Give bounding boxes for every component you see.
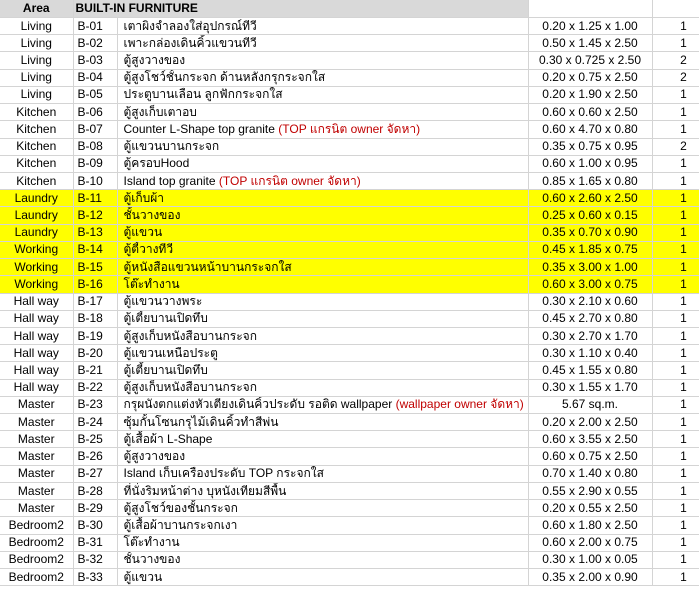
area-cell[interactable]: Working (0, 259, 73, 276)
quantity-cell[interactable]: 1 (652, 172, 699, 189)
code-cell[interactable]: B-30 (73, 517, 117, 534)
description-cell[interactable] (117, 224, 528, 241)
area-cell[interactable]: Master (0, 448, 73, 465)
dimension-cell[interactable]: 0.35 x 3.00 x 1.00 (528, 259, 652, 276)
table-row (0, 379, 699, 396)
dimension-cell[interactable]: 0.20 x 0.55 x 2.50 (528, 500, 652, 517)
description-text: ตู้เก็บผ้า (123, 190, 165, 205)
table-row (0, 551, 699, 568)
header-qty-cell[interactable] (652, 0, 699, 18)
area-cell[interactable]: Hall way (0, 293, 73, 310)
table-row (0, 310, 699, 327)
quantity-cell[interactable]: 1 (652, 293, 699, 310)
quantity-cell[interactable]: 1 (652, 551, 699, 568)
code-cell[interactable]: B-11 (73, 190, 117, 207)
dimension-cell[interactable]: 0.30 x 1.00 x 0.05 (528, 551, 652, 568)
area-cell[interactable]: Bedroom2 (0, 551, 73, 568)
table-row (0, 18, 699, 35)
table-row (0, 431, 699, 448)
quantity-cell[interactable]: 1 (652, 448, 699, 465)
area-cell[interactable]: Living (0, 35, 73, 52)
area-cell[interactable]: Bedroom2 (0, 534, 73, 551)
description-cell[interactable] (117, 241, 528, 258)
area-cell[interactable]: Master (0, 465, 73, 482)
description-text: ตู้สูงเก็บหนังสือบานกระจก (123, 380, 257, 395)
area-cell[interactable]: Laundry (0, 190, 73, 207)
quantity-cell[interactable]: 1 (652, 224, 699, 241)
description-text: ตู้สูงเก็บหนังสือบานกระจก (123, 328, 257, 343)
dimension-cell[interactable]: 0.60 x 4.70 x 0.80 (528, 121, 652, 138)
quantity-cell[interactable]: 1 (652, 310, 699, 327)
quantity-cell[interactable]: 1 (652, 482, 699, 499)
table-row (0, 345, 699, 362)
description-text: ตู้สูงโชว์ชั้นกระจก ด้านหลังกรุกระจกใส (123, 70, 326, 85)
quantity-cell[interactable]: 1 (652, 18, 699, 35)
description-text: กรุผนังตกแต่งหัวเตียงเดินคิ้วประดับ รอติด wallpaper (123, 397, 396, 412)
description-text: เตาผิงจำลองใส่อุปกรณ์ทีวี (123, 18, 257, 33)
quantity-cell[interactable]: 1 (652, 155, 699, 172)
dimension-cell[interactable]: 0.35 x 0.70 x 0.90 (528, 224, 652, 241)
description-cell[interactable] (117, 86, 528, 103)
description-cell[interactable] (117, 310, 528, 327)
quantity-cell[interactable]: 1 (652, 35, 699, 52)
dimension-cell[interactable]: 0.60 x 0.75 x 2.50 (528, 448, 652, 465)
table-row (0, 190, 699, 207)
table-row (0, 362, 699, 379)
table-row (0, 396, 699, 413)
description-cell[interactable] (117, 345, 528, 362)
header-title[interactable]: BUILT-IN FURNITURE (73, 0, 528, 18)
description-text: ที่นั่งริมหน้าต่าง บุหนังเทียมสีพื้น (123, 483, 287, 498)
dimension-cell[interactable]: 0.35 x 0.75 x 0.95 (528, 138, 652, 155)
area-cell[interactable]: Hall way (0, 310, 73, 327)
table-row (0, 517, 699, 534)
description-text: Island เก็บเครื่องประดับ TOP กระจกใส (123, 466, 324, 481)
description-cell[interactable] (117, 35, 528, 52)
code-cell[interactable]: B-14 (73, 241, 117, 258)
area-cell[interactable]: Kitchen (0, 172, 73, 189)
quantity-cell[interactable]: 1 (652, 465, 699, 482)
code-cell[interactable]: B-13 (73, 224, 117, 241)
area-cell[interactable]: Living (0, 18, 73, 35)
area-cell[interactable]: Hall way (0, 379, 73, 396)
table-row (0, 465, 699, 482)
quantity-cell[interactable]: 1 (652, 396, 699, 413)
description-cell[interactable] (117, 362, 528, 379)
header-dim-cell[interactable] (528, 0, 652, 18)
description-text: Counter L-Shape top granite (123, 121, 279, 136)
quantity-cell[interactable]: 2 (652, 138, 699, 155)
quantity-cell[interactable]: 1 (652, 534, 699, 551)
table-row (0, 104, 699, 121)
description-cell[interactable] (117, 259, 528, 276)
code-cell[interactable]: B-06 (73, 104, 117, 121)
area-cell[interactable]: Master (0, 500, 73, 517)
table-row (0, 224, 699, 241)
table-row (0, 259, 699, 276)
header-area[interactable]: Area (0, 0, 73, 18)
code-cell[interactable]: B-19 (73, 327, 117, 344)
area-cell[interactable]: Laundry (0, 224, 73, 241)
table-row (0, 293, 699, 310)
area-cell[interactable]: Living (0, 86, 73, 103)
code-cell[interactable]: B-20 (73, 345, 117, 362)
area-cell[interactable]: Kitchen (0, 121, 73, 138)
area-cell[interactable]: Living (0, 69, 73, 86)
description-cell[interactable] (117, 138, 528, 155)
code-cell[interactable]: B-29 (73, 500, 117, 517)
table-row (0, 155, 699, 172)
table-row (0, 138, 699, 155)
area-cell[interactable]: Kitchen (0, 104, 73, 121)
table-body (0, 18, 699, 586)
quantity-cell[interactable]: 1 (652, 362, 699, 379)
description-cell[interactable] (117, 18, 528, 35)
area-cell[interactable]: Master (0, 482, 73, 499)
owner-note: (TOP แกรนิต owner จัดหา) (278, 121, 421, 136)
description-cell[interactable] (117, 379, 528, 396)
dimension-cell[interactable]: 0.60 x 1.80 x 2.50 (528, 517, 652, 534)
table-row (0, 448, 699, 465)
area-cell[interactable]: Hall way (0, 327, 73, 344)
dimension-cell[interactable]: 0.30 x 2.70 x 1.70 (528, 327, 652, 344)
owner-note: (TOP แกรนิต owner จัดหา) (218, 173, 361, 188)
description-text: ชั้นวางของ (123, 552, 181, 567)
code-cell[interactable]: B-26 (73, 448, 117, 465)
dimension-cell[interactable]: 0.20 x 1.90 x 2.50 (528, 86, 652, 103)
description-text: ตู้แขวนวางพระ (123, 294, 203, 309)
dimension-cell[interactable]: 0.60 x 2.00 x 0.75 (528, 534, 652, 551)
description-cell[interactable] (117, 414, 528, 431)
description-cell[interactable] (117, 448, 528, 465)
description-text: ตู้สูงโชว์ของชั้นกระจก (123, 500, 238, 515)
dimension-cell[interactable]: 0.30 x 2.10 x 0.60 (528, 293, 652, 310)
dimension-cell[interactable]: 0.20 x 1.25 x 1.00 (528, 18, 652, 35)
description-text: ตู้สูงวางของ (123, 449, 186, 464)
code-cell[interactable]: B-07 (73, 121, 117, 138)
dimension-cell[interactable]: 0.60 x 1.00 x 0.95 (528, 155, 652, 172)
description-text: ตู้แขวน (123, 225, 163, 240)
description-cell[interactable] (117, 155, 528, 172)
quantity-cell[interactable]: 1 (652, 207, 699, 224)
dimension-cell[interactable]: 5.67 sq.m. (528, 396, 652, 413)
owner-note: (wallpaper owner จัดหา) (395, 397, 524, 412)
quantity-cell[interactable]: 1 (652, 414, 699, 431)
dimension-cell[interactable]: 0.55 x 2.90 x 0.55 (528, 482, 652, 499)
dimension-cell[interactable]: 0.30 x 1.10 x 0.40 (528, 345, 652, 362)
table-row (0, 414, 699, 431)
description-text: โต๊ะทำงาน (123, 276, 180, 291)
code-cell[interactable]: B-16 (73, 276, 117, 293)
description-cell[interactable] (117, 551, 528, 568)
dimension-cell[interactable]: 0.60 x 0.60 x 2.50 (528, 104, 652, 121)
description-cell[interactable] (117, 172, 528, 189)
dimension-cell[interactable]: 0.60 x 2.60 x 2.50 (528, 190, 652, 207)
area-cell[interactable]: Bedroom2 (0, 517, 73, 534)
quantity-cell[interactable]: 1 (652, 327, 699, 344)
code-cell[interactable]: B-04 (73, 69, 117, 86)
dimension-cell[interactable]: 0.30 x 0.725 x 2.50 (528, 52, 652, 69)
description-text: ตู้เตี้ยบานเปิดทึบ (123, 362, 208, 377)
dimension-cell[interactable]: 0.85 x 1.65 x 0.80 (528, 172, 652, 189)
description-text: โต๊ะทำงาน (123, 535, 180, 550)
description-cell[interactable] (117, 293, 528, 310)
description-text: ตู้ตี้วางทีวี (123, 242, 174, 257)
code-cell[interactable]: B-18 (73, 310, 117, 327)
area-cell[interactable]: Living (0, 52, 73, 69)
dimension-cell[interactable]: 0.20 x 2.00 x 2.50 (528, 414, 652, 431)
description-cell[interactable] (117, 431, 528, 448)
description-text: ตู้แขวน (123, 569, 163, 584)
description-text: ตู้ครอบHood (123, 156, 190, 171)
code-cell[interactable]: B-24 (73, 414, 117, 431)
description-cell[interactable] (117, 276, 528, 293)
dimension-cell[interactable]: 0.45 x 1.55 x 0.80 (528, 362, 652, 379)
quantity-cell[interactable]: 1 (652, 345, 699, 362)
quantity-cell[interactable]: 1 (652, 190, 699, 207)
area-cell[interactable]: Bedroom2 (0, 569, 73, 586)
quantity-cell[interactable]: 1 (652, 241, 699, 258)
code-cell[interactable]: B-10 (73, 172, 117, 189)
code-cell[interactable]: B-02 (73, 35, 117, 52)
description-cell[interactable] (117, 52, 528, 69)
dimension-cell[interactable]: 0.25 x 0.60 x 0.15 (528, 207, 652, 224)
description-text: ตู้แขวนเหนือประตู (123, 345, 218, 360)
description-text: ตู้สูงวางของ (123, 53, 186, 68)
table-row (0, 569, 699, 586)
area-cell[interactable]: Laundry (0, 207, 73, 224)
code-cell[interactable]: B-22 (73, 379, 117, 396)
description-cell[interactable] (117, 517, 528, 534)
table-row (0, 241, 699, 258)
table-row (0, 534, 699, 551)
quantity-cell[interactable]: 1 (652, 104, 699, 121)
header-row (0, 0, 699, 18)
code-cell[interactable]: B-08 (73, 138, 117, 155)
area-cell[interactable]: Kitchen (0, 138, 73, 155)
code-cell[interactable]: B-23 (73, 396, 117, 413)
area-cell[interactable]: Kitchen (0, 155, 73, 172)
description-text: ตู้เสื้อผ้าบานกระจกเงา (123, 517, 238, 532)
description-cell[interactable] (117, 465, 528, 482)
table-row (0, 482, 699, 499)
quantity-cell[interactable]: 1 (652, 517, 699, 534)
area-cell[interactable]: Working (0, 276, 73, 293)
code-cell[interactable]: B-28 (73, 482, 117, 499)
dimension-cell[interactable]: 0.45 x 2.70 x 0.80 (528, 310, 652, 327)
description-cell[interactable] (117, 482, 528, 499)
quantity-cell[interactable]: 1 (652, 276, 699, 293)
code-cell[interactable]: B-32 (73, 551, 117, 568)
dimension-cell[interactable]: 0.60 x 3.00 x 0.75 (528, 276, 652, 293)
code-cell[interactable]: B-31 (73, 534, 117, 551)
code-cell[interactable]: B-21 (73, 362, 117, 379)
quantity-cell[interactable]: 1 (652, 86, 699, 103)
description-text: ตู้หนังสือแขวนหน้าบานกระจกใส (123, 259, 292, 274)
code-cell[interactable]: B-05 (73, 86, 117, 103)
table-row (0, 52, 699, 69)
area-cell[interactable]: Hall way (0, 362, 73, 379)
description-cell[interactable] (117, 207, 528, 224)
table-row (0, 327, 699, 344)
code-cell[interactable]: B-25 (73, 431, 117, 448)
description-text: ตู้แขวนบานกระจก (123, 139, 220, 154)
code-cell[interactable]: B-01 (73, 18, 117, 35)
table-row (0, 207, 699, 224)
description-text: เพาะกล่องเดินคิ้วแขวนทีวี (123, 35, 257, 50)
table-row (0, 69, 699, 86)
quantity-cell[interactable]: 1 (652, 569, 699, 586)
description-text: Island top granite (123, 173, 219, 188)
code-cell[interactable]: B-15 (73, 259, 117, 276)
code-cell[interactable]: B-03 (73, 52, 117, 69)
code-cell[interactable]: B-12 (73, 207, 117, 224)
area-cell[interactable]: Master (0, 396, 73, 413)
description-cell[interactable] (117, 190, 528, 207)
dimension-cell[interactable]: 0.45 x 1.85 x 0.75 (528, 241, 652, 258)
description-cell[interactable] (117, 69, 528, 86)
quantity-cell[interactable]: 2 (652, 52, 699, 69)
code-cell[interactable]: B-17 (73, 293, 117, 310)
table-row (0, 86, 699, 103)
description-cell[interactable] (117, 569, 528, 586)
description-text: ตู้สูงเก็บเตาอบ (123, 104, 197, 119)
description-text: ประตูบานเลื่อน ลูกฟักกระจกใส (123, 87, 283, 102)
code-cell[interactable]: B-27 (73, 465, 117, 482)
description-cell[interactable] (117, 534, 528, 551)
quantity-cell[interactable]: 2 (652, 69, 699, 86)
description-text: ชั้นวางของ (123, 208, 181, 223)
dimension-cell[interactable]: 0.50 x 1.45 x 2.50 (528, 35, 652, 52)
description-cell[interactable] (117, 327, 528, 344)
quantity-cell[interactable]: 1 (652, 259, 699, 276)
quantity-cell[interactable]: 1 (652, 500, 699, 517)
area-cell[interactable]: Master (0, 431, 73, 448)
description-text: ตู้เตี้ยบานเปิดทึบ (123, 311, 208, 326)
quantity-cell[interactable]: 1 (652, 121, 699, 138)
dimension-cell[interactable]: 0.20 x 0.75 x 2.50 (528, 69, 652, 86)
table-row (0, 500, 699, 517)
area-cell[interactable]: Hall way (0, 345, 73, 362)
description-cell[interactable] (117, 500, 528, 517)
description-text: ซุ้มกั้นโซนกรุไม้เดินคิ้วทำสีพ่น (123, 414, 279, 429)
description-cell[interactable] (117, 121, 528, 138)
area-cell[interactable]: Working (0, 241, 73, 258)
description-text: ตู้เสื้อผ้า L-Shape (123, 431, 213, 446)
table-row (0, 172, 699, 189)
table-row (0, 121, 699, 138)
dimension-cell[interactable]: 0.35 x 2.00 x 0.90 (528, 569, 652, 586)
dimension-cell[interactable]: 0.70 x 1.40 x 0.80 (528, 465, 652, 482)
quantity-cell[interactable]: 1 (652, 431, 699, 448)
dimension-cell[interactable]: 0.30 x 1.55 x 1.70 (528, 379, 652, 396)
code-cell[interactable]: B-09 (73, 155, 117, 172)
table-row (0, 35, 699, 52)
description-cell[interactable] (117, 396, 528, 413)
table-row (0, 276, 699, 293)
quantity-cell[interactable]: 1 (652, 379, 699, 396)
area-cell[interactable]: Master (0, 414, 73, 431)
dimension-cell[interactable]: 0.60 x 3.55 x 2.50 (528, 431, 652, 448)
description-cell[interactable] (117, 104, 528, 121)
code-cell[interactable]: B-33 (73, 569, 117, 586)
